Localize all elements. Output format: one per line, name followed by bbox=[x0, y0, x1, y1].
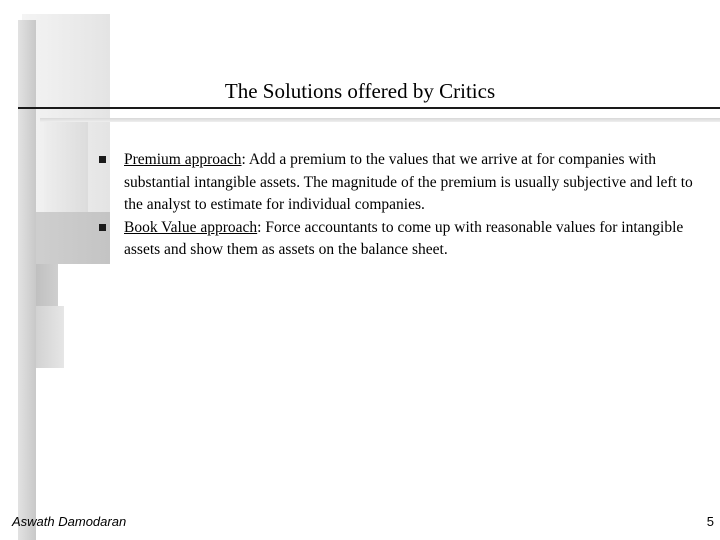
header-rule-light bbox=[40, 118, 720, 122]
bullet-item-book-value bbox=[96, 217, 706, 262]
bullet-term: Premium approach bbox=[124, 151, 242, 168]
decor-bar-light-low bbox=[36, 306, 64, 368]
bullet-term: Book Value approach bbox=[124, 218, 258, 236]
square-bullet-icon bbox=[99, 224, 106, 231]
header-rule bbox=[18, 107, 720, 109]
bullet-item-premium bbox=[96, 149, 706, 217]
bullet-text: : Force accountants to come up with reasonable values for intangible assets and show them as assets on the balance sheet. bbox=[124, 218, 684, 258]
bullet-text: : Add a premium to the values that we arrive at for companies with substantial intangible assets. The magnitude of the premium is usually subjective and left to the analyst to estimate for individual companies. bbox=[124, 151, 693, 213]
page-number: 5 bbox=[706, 514, 714, 529]
square-bullet-icon bbox=[99, 156, 106, 163]
decor-bar-light-mid bbox=[44, 120, 88, 212]
slide-title: The Solutions offered by Critics bbox=[224, 79, 496, 103]
footer-author: Aswath Damodaran bbox=[12, 514, 127, 529]
bullet-list bbox=[96, 149, 706, 262]
